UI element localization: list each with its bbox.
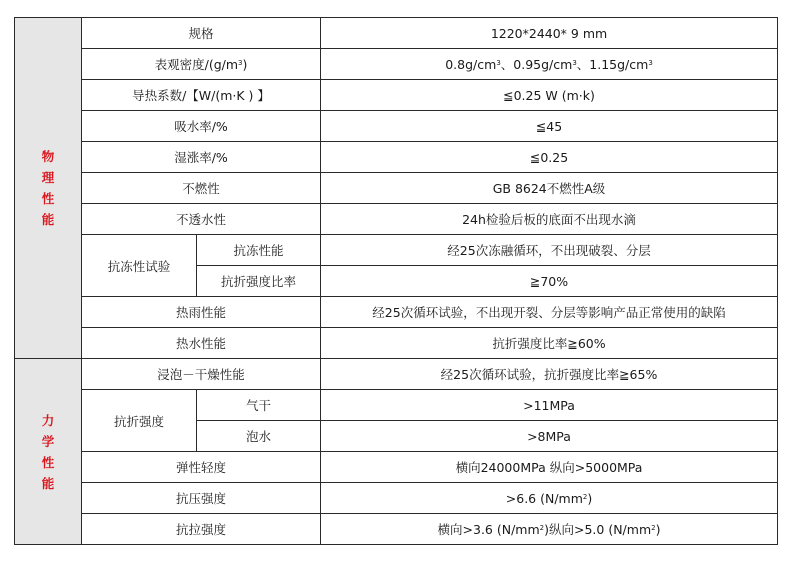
impermeability-label: 不透水性	[82, 204, 321, 235]
air-dry-label: 气干	[197, 390, 321, 421]
table-row	[15, 18, 778, 49]
flexural-ratio-label: 抗折强度比率	[197, 266, 321, 297]
density-value: $0.8g/cm^3$、$0.95g/cm^3$、$1.15g/cm^3$	[321, 49, 778, 80]
elastic-value: 横向24000MPa 纵向>5000MPa	[321, 452, 778, 483]
table-row	[15, 111, 778, 142]
frost-resistance-label: 抗冻性能	[197, 235, 321, 266]
thermal-value: ≦0.25 W (m·k)	[321, 80, 778, 111]
table-row	[15, 173, 778, 204]
tensile-value: 横向>3.6 $(N/mm^2)$纵向>5.0 $(N/mm^2)$	[321, 514, 778, 545]
elastic-label: 弹性轻度	[82, 452, 321, 483]
soak-dry-value: 经25次循环试验，抗折强度比率≧65%	[321, 359, 778, 390]
table-row	[15, 49, 778, 80]
category-physical-label: 物 理 性 能	[41, 149, 55, 227]
table-row	[15, 390, 778, 421]
table-row	[15, 359, 778, 390]
hot-rain-label: 热雨性能	[82, 297, 321, 328]
table-row	[15, 452, 778, 483]
compressive-value: >6.6 $(N/mm^2)$	[321, 483, 778, 514]
table-row	[15, 80, 778, 111]
air-dry-value: >11MPa	[321, 390, 778, 421]
spec-table	[14, 17, 778, 545]
hot-rain-value: 经25次循环试验，不出现开裂、分层等影响产品正常使用的缺陷	[321, 297, 778, 328]
spec-value: 1220*2440* 9 mm	[321, 18, 778, 49]
soaked-label: 泡水	[197, 421, 321, 452]
hot-water-label: 热水性能	[82, 328, 321, 359]
density-label: 表观密度$/(g/m^3)$	[82, 49, 321, 80]
compressive-label: 抗压强度	[82, 483, 321, 514]
flexural-strength-label: 抗折强度	[82, 390, 197, 452]
noncombustible-value: GB 8624不燃性A级	[321, 173, 778, 204]
flexural-ratio-value: ≧70%	[321, 266, 778, 297]
hot-water-value: 抗折强度比率≧60%	[321, 328, 778, 359]
noncombustible-label: 不燃性	[82, 173, 321, 204]
wet-expansion-label: 湿涨率/%	[82, 142, 321, 173]
tensile-label: 抗拉强度	[82, 514, 321, 545]
thermal-label: 导热系数/【W/(m·K ) 】	[82, 80, 321, 111]
table-row	[15, 297, 778, 328]
table-row	[15, 142, 778, 173]
category-physical	[15, 18, 82, 359]
soak-dry-label: 浸泡－干燥性能	[82, 359, 321, 390]
water-absorption-value: ≦45	[321, 111, 778, 142]
water-absorption-label: 吸水率/%	[82, 111, 321, 142]
spec-label: 规格	[82, 18, 321, 49]
wet-expansion-value: ≦0.25	[321, 142, 778, 173]
impermeability-value: 24h检验后板的底面不出现水滴	[321, 204, 778, 235]
table-row	[15, 204, 778, 235]
table-row	[15, 235, 778, 266]
category-mechanical-label: 力 学 性 能	[41, 412, 55, 491]
soaked-value: >8MPa	[321, 421, 778, 452]
table-row	[15, 514, 778, 545]
category-mechanical	[15, 359, 82, 545]
table-row	[15, 483, 778, 514]
frost-test-label: 抗冻性试验	[82, 235, 197, 297]
table-row	[15, 328, 778, 359]
frost-resistance-value: 经25次冻融循环，不出现破裂、分层	[321, 235, 778, 266]
